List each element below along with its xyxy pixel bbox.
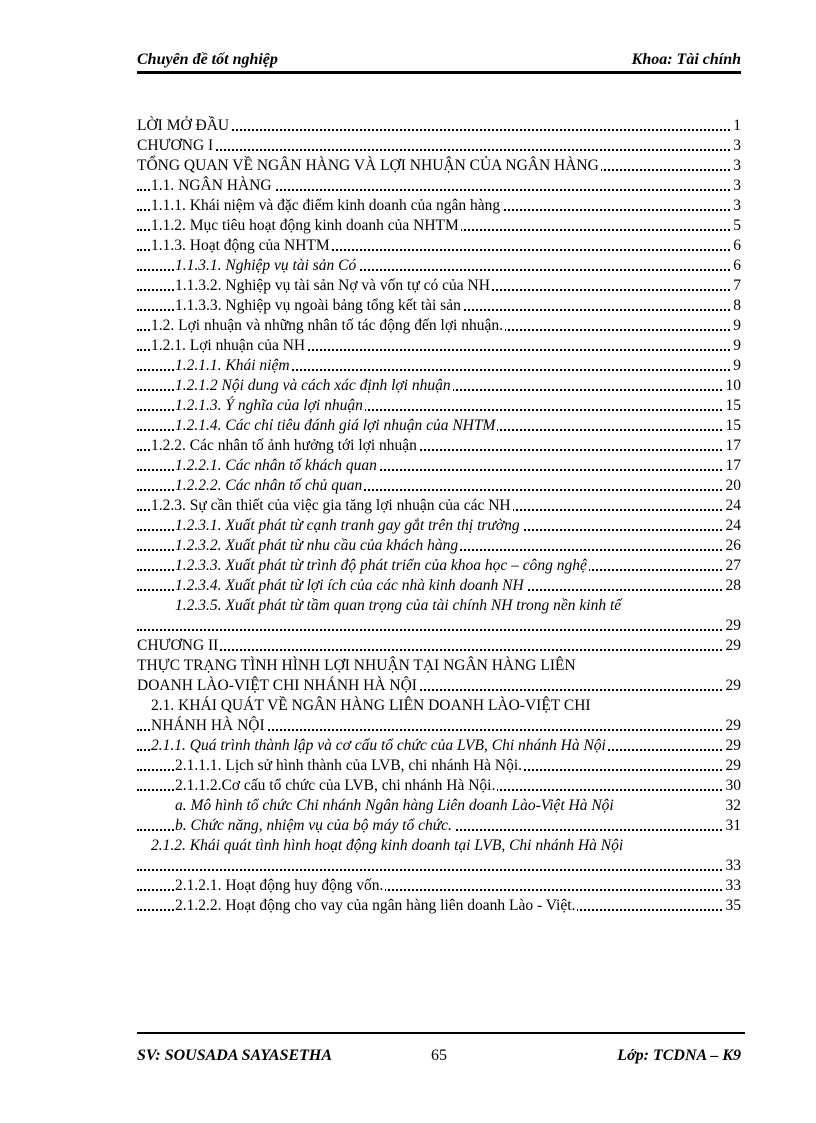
toc-entry [137, 296, 741, 316]
toc-entry-page: 9 [733, 357, 741, 374]
toc-entry-title: 1.2.2. Các nhân tố ảnh hưởng tới lợi nhuận [151, 437, 417, 454]
toc-entry [137, 536, 741, 556]
toc-entry-title: 1.2.3.4. Xuất phát từ lợi ích của các nhà kinh doanh NH [175, 577, 524, 594]
toc-entry-page: 28 [725, 577, 741, 594]
toc-entry-title: NHÁNH HÀ NỘI [151, 717, 265, 734]
toc-entry-title: 2.1.2. Khái quát tình hình hoạt động kinh doanh tại LVB, Chi nhánh Hà Nội [151, 837, 624, 854]
toc-entry [137, 276, 741, 296]
toc-entry-page: 29 [725, 677, 741, 694]
toc-entry-page: 9 [733, 337, 741, 354]
toc-entry-title: THỰC TRẠNG TÌNH HÌNH LỢI NHUẬN TẠI NGÂN HÀNG LIÊN [137, 657, 576, 674]
toc-entry-title: b. Chức năng, nhiệm vụ của bộ máy tổ chức. [175, 817, 452, 834]
toc-entry [137, 156, 741, 176]
toc-entry [137, 676, 741, 696]
toc-entry-title: 1.2.1.2 Nội dung và cách xác định lợi nhuận [175, 377, 451, 394]
toc-entry-page: 3 [733, 157, 741, 174]
toc-entry-title: 1.2.2.2. Các nhân tố chủ quan [175, 477, 363, 494]
toc-entry-title: 2.1.2.1. Hoạt động huy động vốn. [175, 877, 384, 894]
toc-entry-title: 1.2.3.2. Xuất phát từ nhu cầu của khách hàng [175, 537, 459, 554]
toc-entry-title: LỜI MỞ ĐẦU [137, 117, 230, 134]
toc-entry-title: 1.2.1.3. Ý nghĩa của lợi nhuận [175, 397, 363, 414]
toc-entry-title: CHƯƠNG II [137, 637, 219, 654]
toc-entry-page: 17 [725, 457, 741, 474]
toc-entry-page: 6 [733, 237, 741, 254]
toc-entry [137, 696, 741, 716]
toc-entry [137, 116, 741, 136]
toc-entry [137, 876, 741, 896]
toc-entry-title: 1.2.3.3. Xuất phát từ trình độ phát triển của khoa học – công nghệ [175, 557, 587, 574]
toc-entry-title: 2.1. KHÁI QUÁT VỀ NGÂN HÀNG LIÊN DOANH LÀO-VIỆT CHI [151, 697, 591, 714]
toc-entry-page: 5 [733, 217, 741, 234]
toc-entry [137, 236, 741, 256]
toc-entry-title: 1.2.3.1. Xuất phát từ cạnh tranh gay gắt trên thị trường [175, 517, 520, 534]
footer-class: Lớp: TCDNA – K9 [617, 1047, 741, 1064]
header-rule [137, 71, 741, 74]
toc-entry [137, 196, 741, 216]
toc-entry-page: 24 [725, 517, 741, 534]
toc-entry-title: 1.1.3.1. Nghiệp vụ tài sản Có [175, 257, 357, 274]
toc-entry [137, 256, 741, 276]
toc-entry [137, 336, 741, 356]
toc-entry [137, 716, 741, 736]
toc-entry [137, 376, 741, 396]
toc-entry [137, 616, 741, 636]
toc-entry [137, 656, 741, 676]
toc-entry-page: 7 [733, 277, 741, 294]
toc-leader-dots [137, 149, 741, 151]
toc-entry-title: 1.2.3.5. Xuất phát từ tầm quan trọng của tài chính NH trong nền kinh tế [175, 597, 622, 614]
toc-entry-page: 26 [725, 537, 741, 554]
toc-entry-page: 33 [725, 857, 741, 874]
toc-entry-title: 2.1.1.1. Lịch sử hình thành của LVB, chi nhánh Hà Nội. [175, 757, 523, 774]
toc-entry [137, 456, 741, 476]
toc-entry-page: 29 [725, 717, 741, 734]
toc-entry-page: 8 [733, 297, 741, 314]
toc-entry-title: 1.1. NGÂN HÀNG [151, 177, 272, 194]
toc-entry-page: 15 [725, 397, 741, 414]
toc-entry [137, 316, 741, 336]
toc-entry [137, 736, 741, 756]
toc-entry-title: 1.1.3. Hoạt động của NHTM [151, 237, 330, 254]
toc-leader-dots [137, 869, 741, 871]
toc-entry [137, 756, 741, 776]
toc-entry-title: TỔNG QUAN VỀ NGÂN HÀNG VÀ LỢI NHUẬN CỦA NGÂN HÀNG [137, 157, 599, 174]
toc-entry [137, 816, 741, 836]
toc-entry [137, 356, 741, 376]
toc-entry [137, 556, 741, 576]
toc-entry-title: 2.1.1. Quá trình thành lập và cơ cấu tổ chức của LVB, Chi nhánh Hà Nội [151, 737, 606, 754]
toc-entry-page: 30 [725, 777, 741, 794]
toc-entry-page: 1 [733, 117, 741, 134]
toc-entry [137, 516, 741, 536]
toc-entry-page: 20 [725, 477, 741, 494]
toc-entry-page: 3 [733, 137, 741, 154]
toc-entry-page: 29 [725, 757, 741, 774]
toc-entry-title: 1.2.2.1. Các nhân tố khách quan [175, 457, 377, 474]
toc-entry [137, 856, 741, 876]
page-footer [137, 1046, 741, 1066]
toc-entry-page: 15 [725, 417, 741, 434]
toc-entry-page: 31 [725, 817, 741, 834]
toc-entry-page: 9 [733, 317, 741, 334]
toc-entry [137, 176, 741, 196]
toc-entry [137, 436, 741, 456]
toc-entry [137, 596, 741, 616]
toc-entry-title: 1.1.3.3. Nghiệp vụ ngoài bảng tổng kết tài sản [175, 297, 461, 314]
toc-entry-page: 35 [725, 897, 741, 914]
toc-entry-title: 1.1.3.2. Nghiệp vụ tài sản Nợ và vốn tự có của NH [175, 277, 490, 294]
toc-entry [137, 776, 741, 796]
toc-entry-page: 3 [733, 177, 741, 194]
toc-entry-page: 3 [733, 197, 741, 214]
toc-entry-page: 6 [733, 257, 741, 274]
toc-entry [137, 796, 741, 816]
toc-entry-title: 1.2. Lợi nhuận và những nhân tố tác động đến lợi nhuận. [151, 317, 503, 334]
toc-entry-title: DOANH LÀO-VIỆT CHI NHÁNH HÀ NỘI [137, 677, 417, 694]
toc-entry [137, 216, 741, 236]
toc-entry [137, 576, 741, 596]
toc-entry-page: 24 [725, 497, 741, 514]
toc-entry-page: 17 [725, 437, 741, 454]
toc-entry-title: 1.2.3. Sự cần thiết của việc gia tăng lợi nhuận của các NH [151, 497, 511, 514]
toc-entry-title: 2.1.1.2.Cơ cấu tổ chức của LVB, chi nhánh Hà Nội. [175, 777, 496, 794]
toc-entry [137, 476, 741, 496]
toc-entry-title: 1.2.1. Lợi nhuận của NH [151, 337, 306, 354]
toc-entry-title: CHƯƠNG I [137, 137, 214, 154]
toc-leader-dots [137, 649, 741, 651]
footer-rule [137, 1032, 745, 1034]
toc-entry [137, 136, 741, 156]
toc-entry-title: 2.1.2.2. Hoạt động cho vay của ngân hàng liên doanh Lào - Việt. [175, 897, 576, 914]
toc-entry-page: 33 [725, 877, 741, 894]
toc-entry-page: 27 [725, 557, 741, 574]
toc-entry-title: 1.1.2. Mục tiêu hoạt động kinh doanh của NHTM [151, 217, 459, 234]
table-of-contents [137, 116, 741, 916]
toc-entry-title: a. Mô hình tổ chức Chi nhánh Ngân hàng Liên doanh Lào-Việt Hà Nội [175, 797, 614, 814]
page-header [137, 50, 741, 70]
page-number: 65 [431, 1047, 447, 1064]
toc-entry-page: 32 [725, 797, 741, 814]
toc-entry-page: 29 [725, 617, 741, 634]
toc-entry-title: 1.2.1.4. Các chỉ tiêu đánh giá lợi nhuận của NHTM [175, 417, 496, 434]
toc-entry [137, 416, 741, 436]
toc-entry [137, 836, 741, 856]
footer-student: SV: SOUSADA SAYASETHA [137, 1047, 333, 1064]
toc-entry [137, 896, 741, 916]
header-left: Chuyên đề tốt nghiệp [137, 51, 278, 68]
toc-entry-title: 1.1.1. Khái niệm và đặc điểm kinh doanh của ngân hàng [151, 197, 501, 214]
toc-entry-page: 10 [725, 377, 741, 394]
toc-entry [137, 496, 741, 516]
toc-leader-dots [137, 629, 741, 631]
toc-entry-page: 29 [725, 637, 741, 654]
toc-entry [137, 396, 741, 416]
toc-entry-title: 1.2.1.1. Khái niệm [175, 357, 290, 374]
toc-entry-page: 29 [725, 737, 741, 754]
header-right: Khoa: Tài chính [631, 51, 741, 68]
toc-entry [137, 636, 741, 656]
